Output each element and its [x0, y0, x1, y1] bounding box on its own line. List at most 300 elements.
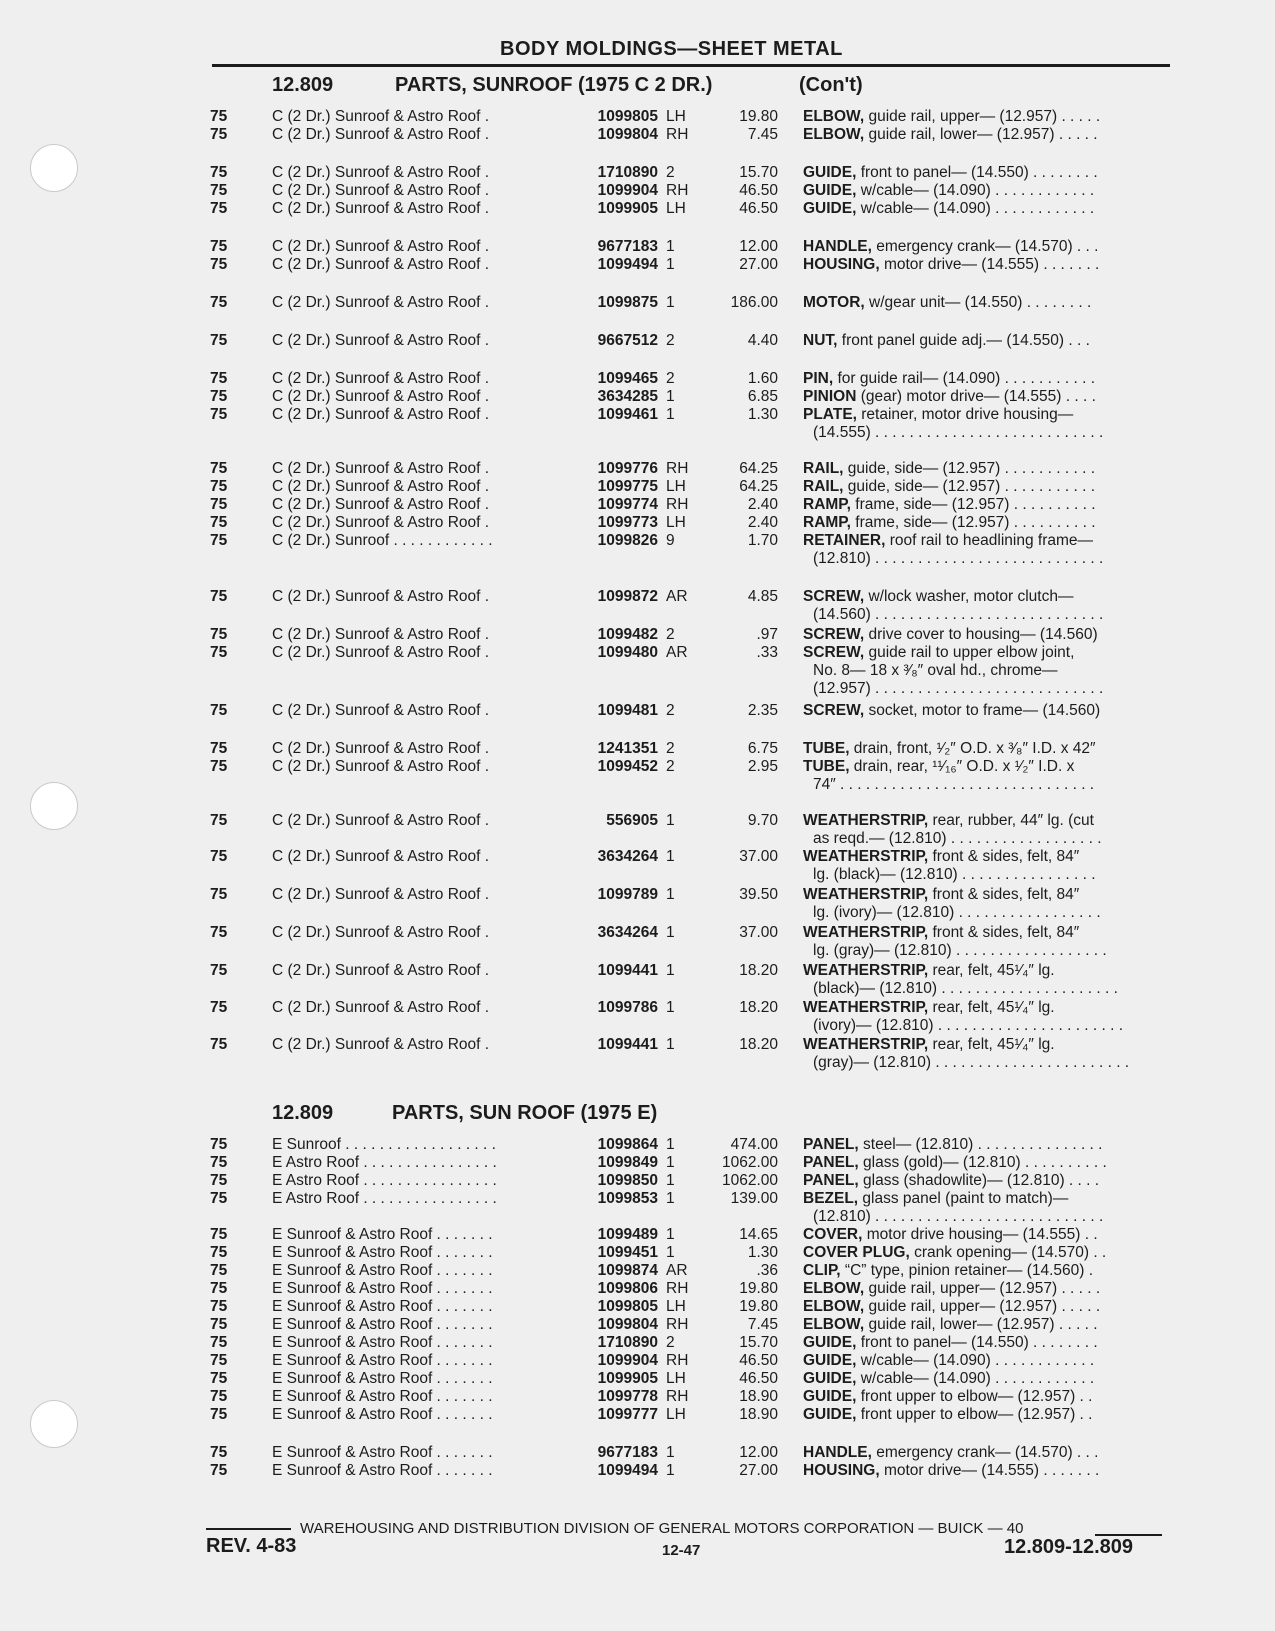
quantity: LH [666, 1406, 686, 1423]
part-number: 1099826 [597, 532, 658, 549]
model-year: 75 [210, 962, 228, 979]
part-name: WEATHERSTRIP, [803, 962, 929, 979]
part-description [803, 108, 1171, 126]
part-number: 1099789 [597, 886, 658, 903]
price: 6.75 [747, 740, 778, 757]
part-detail: w/cable— (14.090) . . . . . . . . . . . . [856, 182, 1095, 199]
part-name: MOTOR, [803, 294, 865, 311]
part-number: 3634264 [597, 848, 658, 865]
model-description: E Sunroof & Astro Roof . . . . . . . [272, 1406, 493, 1423]
part-number: 9677183 [597, 1444, 658, 1461]
part-number: 1099481 [597, 702, 658, 719]
price: 1062.00 [721, 1154, 778, 1171]
part-number: 1099776 [597, 460, 658, 477]
part-number: 1099482 [597, 626, 658, 643]
part-name: GUIDE, [803, 1334, 857, 1351]
part-detail: rear, rubber, 44″ lg. (cut [928, 812, 1094, 829]
part-name: SCREW, [803, 644, 865, 661]
price: .33 [756, 644, 778, 661]
part-name: SCREW, [803, 702, 865, 719]
part-description [803, 1316, 1171, 1334]
model-description: E Sunroof & Astro Roof . . . . . . . [272, 1334, 493, 1351]
price: 1.30 [747, 1244, 778, 1261]
part-description [803, 200, 1171, 218]
model-year: 75 [210, 532, 228, 549]
part-name: WEATHERSTRIP, [803, 848, 929, 865]
quantity: RH [666, 1316, 689, 1333]
quantity: AR [666, 588, 688, 605]
model-year: 75 [210, 848, 228, 865]
price: 18.90 [739, 1406, 778, 1423]
part-number: 1099805 [597, 108, 658, 125]
model-description: C (2 Dr.) Sunroof & Astro Roof . [272, 332, 490, 349]
part-name: WEATHERSTRIP, [803, 1036, 929, 1053]
price: .97 [756, 626, 778, 643]
part-detail: motor drive— (14.555) . . . . . . . [879, 256, 1100, 273]
quantity: 1 [666, 848, 675, 865]
model-year: 75 [210, 294, 228, 311]
part-number: 1099452 [597, 758, 658, 775]
part-name: RAMP, [803, 514, 851, 531]
quantity: RH [666, 126, 689, 143]
quantity: 2 [666, 626, 675, 643]
model-year: 75 [210, 644, 228, 661]
model-description: C (2 Dr.) Sunroof & Astro Roof . [272, 164, 490, 181]
part-description [803, 332, 1171, 350]
part-detail: w/gear unit— (14.550) . . . . . . . . [864, 294, 1092, 311]
part-number: 556905 [606, 812, 658, 829]
price: 14.65 [739, 1226, 778, 1243]
price: 64.25 [739, 478, 778, 495]
part-detail: glass (shadowlite)— (12.810) . . . . [858, 1172, 1100, 1189]
model-description: E Astro Roof . . . . . . . . . . . . . . . . [272, 1172, 497, 1189]
part-detail: front panel guide adj.— (14.550) . . . [837, 332, 1090, 349]
section-number: 12.809 [272, 74, 334, 96]
quantity: RH [666, 460, 689, 477]
price: 1.60 [747, 370, 778, 387]
price: 18.90 [739, 1388, 778, 1405]
price: 46.50 [739, 1370, 778, 1387]
part-name: HOUSING, [803, 256, 880, 273]
quantity: 2 [666, 164, 675, 181]
model-year: 75 [210, 238, 228, 255]
price: 46.50 [739, 182, 778, 199]
model-description: E Sunroof & Astro Roof . . . . . . . [272, 1462, 493, 1479]
model-description: E Sunroof & Astro Roof . . . . . . . [272, 1262, 493, 1279]
price: 27.00 [739, 256, 778, 273]
part-name: RAIL, [803, 478, 844, 495]
part-number: 1099905 [597, 1370, 658, 1387]
part-number: 1099872 [597, 588, 658, 605]
part-description-continued: as reqd.— (12.810) . . . . . . . . . . . . . . . . . . [813, 830, 1102, 847]
part-description [803, 644, 1171, 662]
model-year: 75 [210, 1136, 228, 1153]
part-number: 1099441 [597, 962, 658, 979]
part-detail: w/lock washer, motor clutch— [864, 588, 1074, 605]
price: 18.20 [739, 999, 778, 1016]
quantity: 1 [666, 1444, 675, 1461]
price: 186.00 [730, 294, 778, 311]
part-number: 1099494 [597, 1462, 658, 1479]
price: 39.50 [739, 886, 778, 903]
section-heading-c [272, 74, 863, 97]
part-detail: guide rail, lower— (12.957) . . . . . [864, 1316, 1098, 1333]
price: 474.00 [730, 1136, 778, 1153]
part-number: 3634264 [597, 924, 658, 941]
part-detail: rear, felt, 45¹⁄₄″ lg. [928, 1036, 1055, 1053]
part-description-continued: (12.957) . . . . . . . . . . . . . . . . . . . . . . . . . . . [813, 680, 1104, 697]
price: 4.40 [747, 332, 778, 349]
price: 18.20 [739, 962, 778, 979]
model-description: C (2 Dr.) Sunroof & Astro Roof . [272, 496, 490, 513]
part-detail: front & sides, felt, 84″ [928, 924, 1080, 941]
part-description-continued: (12.810) . . . . . . . . . . . . . . . . . . . . . . . . . . . [813, 1208, 1104, 1225]
part-description [803, 626, 1171, 644]
part-detail: w/cable— (14.090) . . . . . . . . . . . . [856, 1352, 1095, 1369]
model-description: E Sunroof & Astro Roof . . . . . . . [272, 1244, 493, 1261]
part-description [803, 588, 1171, 606]
part-number: 1099777 [597, 1406, 658, 1423]
part-name: NUT, [803, 332, 838, 349]
footer-revision: REV. 4-83 [206, 1535, 297, 1557]
model-year: 75 [210, 758, 228, 775]
part-detail: “C” type, pinion retainer— (14.560) . [840, 1262, 1094, 1279]
price: 12.00 [739, 1444, 778, 1461]
price: 2.40 [747, 496, 778, 513]
part-name: GUIDE, [803, 182, 857, 199]
quantity: 2 [666, 702, 675, 719]
price: 46.50 [739, 1352, 778, 1369]
model-description: C (2 Dr.) Sunroof & Astro Roof . [272, 702, 490, 719]
part-number: 1099805 [597, 1298, 658, 1315]
part-detail: motor drive— (14.555) . . . . . . . [879, 1462, 1100, 1479]
part-name: PINION [803, 388, 857, 405]
part-description [803, 1352, 1171, 1370]
part-detail: frame, side— (12.957) . . . . . . . . . . [850, 496, 1096, 513]
part-description [803, 812, 1171, 830]
price: 12.00 [739, 238, 778, 255]
part-number: 1099465 [597, 370, 658, 387]
part-description-continued: (14.555) . . . . . . . . . . . . . . . . . . . . . . . . . . . [813, 424, 1104, 441]
model-year: 75 [210, 1190, 228, 1207]
part-detail: guide rail, upper— (12.957) . . . . . [864, 1298, 1101, 1315]
model-year: 75 [210, 182, 228, 199]
part-number: 9667512 [597, 332, 658, 349]
part-name: RAIL, [803, 460, 844, 477]
model-year: 75 [210, 108, 228, 125]
price: 2.40 [747, 514, 778, 531]
footer-rule-left [206, 1528, 291, 1530]
model-description: C (2 Dr.) Sunroof & Astro Roof . [272, 294, 490, 311]
model-year: 75 [210, 460, 228, 477]
quantity: LH [666, 1370, 686, 1387]
model-year: 75 [210, 1444, 228, 1461]
part-description-continued: (black)— (12.810) . . . . . . . . . . . . . . . . . . . . . [813, 980, 1118, 997]
model-description: E Astro Roof . . . . . . . . . . . . . . . . [272, 1154, 497, 1171]
quantity: RH [666, 1280, 689, 1297]
quantity: 1 [666, 1154, 675, 1171]
part-number: 1099875 [597, 294, 658, 311]
part-name: WEATHERSTRIP, [803, 812, 929, 829]
part-name: PANEL, [803, 1154, 859, 1171]
model-year: 75 [210, 1226, 228, 1243]
part-description [803, 962, 1171, 980]
quantity: 1 [666, 1136, 675, 1153]
price: 19.80 [739, 1298, 778, 1315]
part-detail: w/cable— (14.090) . . . . . . . . . . . . [856, 1370, 1095, 1387]
model-year: 75 [210, 588, 228, 605]
part-name: BEZEL, [803, 1190, 859, 1207]
part-detail: (gear) motor drive— (14.555) . . . . [856, 388, 1096, 405]
quantity: 1 [666, 238, 675, 255]
quantity: 2 [666, 370, 675, 387]
part-number: 1099786 [597, 999, 658, 1016]
model-year: 75 [210, 626, 228, 643]
part-detail: front upper to elbow— (12.957) . . [856, 1388, 1093, 1405]
binder-hole-middle [30, 782, 78, 830]
model-description: E Sunroof & Astro Roof . . . . . . . [272, 1370, 493, 1387]
part-name: COVER PLUG, [803, 1244, 910, 1261]
model-description: C (2 Dr.) Sunroof & Astro Roof . [272, 758, 490, 775]
part-detail: glass (gold)— (12.810) . . . . . . . . . . [858, 1154, 1107, 1171]
part-detail: guide, side— (12.957) . . . . . . . . . . . [843, 460, 1096, 477]
model-description: C (2 Dr.) Sunroof & Astro Roof . [272, 962, 490, 979]
part-description-continued: lg. (gray)— (12.810) . . . . . . . . . . . . . . . . . . [813, 942, 1107, 959]
quantity: 1 [666, 886, 675, 903]
price: 9.70 [747, 812, 778, 829]
part-name: WEATHERSTRIP, [803, 924, 929, 941]
model-year: 75 [210, 200, 228, 217]
model-description: E Sunroof & Astro Roof . . . . . . . [272, 1352, 493, 1369]
quantity: RH [666, 182, 689, 199]
part-description [803, 388, 1171, 406]
part-detail: drive cover to housing— (14.560) [864, 626, 1098, 643]
price: 37.00 [739, 924, 778, 941]
part-number: 1099489 [597, 1226, 658, 1243]
part-name: RAMP, [803, 496, 851, 513]
price: 4.85 [747, 588, 778, 605]
part-name: COVER, [803, 1226, 863, 1243]
part-description [803, 1226, 1171, 1244]
part-name: WEATHERSTRIP, [803, 886, 929, 903]
part-description [803, 702, 1171, 720]
quantity: 2 [666, 740, 675, 757]
quantity: 1 [666, 1226, 675, 1243]
part-number: 1099461 [597, 406, 658, 423]
model-year: 75 [210, 496, 228, 513]
price: 1.30 [747, 406, 778, 423]
model-description: E Sunroof . . . . . . . . . . . . . . . . . . [272, 1136, 496, 1153]
quantity: 2 [666, 1334, 675, 1351]
quantity: 1 [666, 1172, 675, 1189]
part-description-continued: 74″ . . . . . . . . . . . . . . . . . . . . . . . . . . . . . . [813, 776, 1095, 793]
model-year: 75 [210, 1036, 228, 1053]
model-description: C (2 Dr.) Sunroof . . . . . . . . . . . . [272, 532, 493, 549]
part-name: WEATHERSTRIP, [803, 999, 929, 1016]
part-description [803, 1036, 1171, 1054]
section-number: 12.809 [272, 1102, 334, 1124]
part-description [803, 1190, 1171, 1208]
part-name: ELBOW, [803, 1298, 865, 1315]
quantity: LH [666, 478, 686, 495]
part-detail: steel— (12.810) . . . . . . . . . . . . . . . [858, 1136, 1103, 1153]
price: 64.25 [739, 460, 778, 477]
price: 27.00 [739, 1462, 778, 1479]
part-detail: emergency crank— (14.570) . . . [871, 238, 1099, 255]
part-description [803, 532, 1171, 550]
model-description: C (2 Dr.) Sunroof & Astro Roof . [272, 238, 490, 255]
price: 2.95 [747, 758, 778, 775]
part-name: GUIDE, [803, 1388, 857, 1405]
model-year: 75 [210, 1154, 228, 1171]
quantity: AR [666, 644, 688, 661]
model-description: C (2 Dr.) Sunroof & Astro Roof . [272, 370, 490, 387]
model-year: 75 [210, 332, 228, 349]
part-description [803, 1136, 1171, 1154]
quantity: LH [666, 108, 686, 125]
part-description [803, 238, 1171, 256]
section-continued: (Con't) [799, 74, 863, 96]
part-description [803, 1298, 1171, 1316]
quantity: 1 [666, 924, 675, 941]
model-description: E Sunroof & Astro Roof . . . . . . . [272, 1226, 493, 1243]
quantity: 9 [666, 532, 675, 549]
model-year: 75 [210, 1334, 228, 1351]
binder-hole-bottom [30, 1400, 78, 1448]
part-description [803, 514, 1171, 532]
part-name: ELBOW, [803, 126, 865, 143]
part-description [803, 1262, 1171, 1280]
part-detail: rear, felt, 45¹⁄₄″ lg. [928, 999, 1055, 1016]
quantity: 1 [666, 1190, 675, 1207]
part-description [803, 1388, 1171, 1406]
part-description [803, 1244, 1171, 1262]
part-number: 1099775 [597, 478, 658, 495]
model-description: C (2 Dr.) Sunroof & Astro Roof . [272, 999, 490, 1016]
price: 15.70 [739, 164, 778, 181]
part-description-continued: (14.560) . . . . . . . . . . . . . . . . . . . . . . . . . . . [813, 606, 1104, 623]
part-description [803, 1444, 1171, 1462]
price: .36 [756, 1262, 778, 1279]
part-description-continued: (ivory)— (12.810) . . . . . . . . . . . . . . . . . . . . . . [813, 1017, 1124, 1034]
part-number: 3634285 [597, 388, 658, 405]
part-number: 1099853 [597, 1190, 658, 1207]
model-description: C (2 Dr.) Sunroof & Astro Roof . [272, 588, 490, 605]
part-detail: w/cable— (14.090) . . . . . . . . . . . . [856, 200, 1095, 217]
price: 2.35 [747, 702, 778, 719]
model-year: 75 [210, 1462, 228, 1479]
part-name: GUIDE, [803, 200, 857, 217]
part-name: CLIP, [803, 1262, 841, 1279]
part-description [803, 1172, 1171, 1190]
part-detail: for guide rail— (14.090) . . . . . . . . . . . [833, 370, 1096, 387]
part-name: PANEL, [803, 1136, 859, 1153]
model-description: C (2 Dr.) Sunroof & Astro Roof . [272, 460, 490, 477]
part-description [803, 1334, 1171, 1352]
part-description [803, 294, 1171, 312]
quantity: LH [666, 1298, 686, 1315]
quantity: 1 [666, 1244, 675, 1261]
price: 19.80 [739, 108, 778, 125]
part-description [803, 1406, 1171, 1424]
part-detail: front & sides, felt, 84″ [928, 848, 1080, 865]
part-detail: glass panel (paint to match)— [858, 1190, 1069, 1207]
model-description: C (2 Dr.) Sunroof & Astro Roof . [272, 514, 490, 531]
part-name: PANEL, [803, 1172, 859, 1189]
model-description: C (2 Dr.) Sunroof & Astro Roof . [272, 182, 490, 199]
model-year: 75 [210, 126, 228, 143]
model-year: 75 [210, 702, 228, 719]
part-description [803, 924, 1171, 942]
section-title: PARTS, SUN ROOF (1975 E) [392, 1102, 658, 1124]
part-description [803, 460, 1171, 478]
model-year: 75 [210, 1370, 228, 1387]
part-description [803, 126, 1171, 144]
part-number: 1099905 [597, 200, 658, 217]
price: 6.85 [747, 388, 778, 405]
quantity: 1 [666, 256, 675, 273]
model-year: 75 [210, 370, 228, 387]
model-year: 75 [210, 1262, 228, 1279]
part-detail: front to panel— (14.550) . . . . . . . . [856, 1334, 1098, 1351]
model-description: C (2 Dr.) Sunroof & Astro Roof . [272, 108, 490, 125]
model-year: 75 [210, 924, 228, 941]
part-name: HANDLE, [803, 1444, 872, 1461]
part-detail: drain, rear, ¹¹⁄₁₆″ O.D. x ¹⁄₂″ I.D. x [849, 758, 1075, 775]
page-title: BODY MOLDINGS—SHEET METAL [500, 38, 843, 60]
part-number: 1099441 [597, 1036, 658, 1053]
quantity: 1 [666, 406, 675, 423]
model-year: 75 [210, 164, 228, 181]
part-detail: guide rail, upper— (12.957) . . . . . [864, 108, 1101, 125]
model-description: C (2 Dr.) Sunroof & Astro Roof . [272, 924, 490, 941]
part-description-continued: (12.810) . . . . . . . . . . . . . . . . . . . . . . . . . . . [813, 550, 1104, 567]
part-description [803, 758, 1171, 776]
model-year: 75 [210, 256, 228, 273]
model-year: 75 [210, 406, 228, 423]
quantity: RH [666, 496, 689, 513]
part-detail: emergency crank— (14.570) . . . [871, 1444, 1099, 1461]
part-detail: guide rail to upper elbow joint, [864, 644, 1075, 661]
part-name: HOUSING, [803, 1462, 880, 1479]
part-number: 1099494 [597, 256, 658, 273]
model-description: C (2 Dr.) Sunroof & Astro Roof . [272, 740, 490, 757]
part-name: SCREW, [803, 588, 865, 605]
part-detail: front to panel— (14.550) . . . . . . . . [856, 164, 1098, 181]
model-year: 75 [210, 886, 228, 903]
part-detail: drain, front, ¹⁄₂″ O.D. x ³⁄₈″ I.D. x 42″ [849, 740, 1096, 757]
part-detail: motor drive housing— (14.555) . . [862, 1226, 1098, 1243]
quantity: 1 [666, 388, 675, 405]
model-description: C (2 Dr.) Sunroof & Astro Roof . [272, 256, 490, 273]
model-description: C (2 Dr.) Sunroof & Astro Roof . [272, 406, 490, 423]
model-year: 75 [210, 1352, 228, 1369]
part-description-continued: (gray)— (12.810) . . . . . . . . . . . . . . . . . . . . . . . [813, 1054, 1130, 1071]
price: 139.00 [730, 1190, 778, 1207]
part-description-continued: No. 8— 18 x ³⁄₈″ oval hd., chrome— [813, 662, 1058, 679]
quantity: 1 [666, 812, 675, 829]
price: 1.70 [747, 532, 778, 549]
model-year: 75 [210, 1316, 228, 1333]
footer-division: WAREHOUSING AND DISTRIBUTION DIVISION OF GENERAL MOTORS CORPORATION — BUICK — 40 [300, 1520, 1024, 1537]
part-number: 1099874 [597, 1262, 658, 1279]
part-detail: rear, felt, 45¹⁄₄″ lg. [928, 962, 1055, 979]
model-description: E Sunroof & Astro Roof . . . . . . . [272, 1388, 493, 1405]
part-name: GUIDE, [803, 1352, 857, 1369]
part-number: 1241351 [597, 740, 658, 757]
model-description: E Sunroof & Astro Roof . . . . . . . [272, 1298, 493, 1315]
part-detail: guide rail, lower— (12.957) . . . . . [864, 126, 1098, 143]
